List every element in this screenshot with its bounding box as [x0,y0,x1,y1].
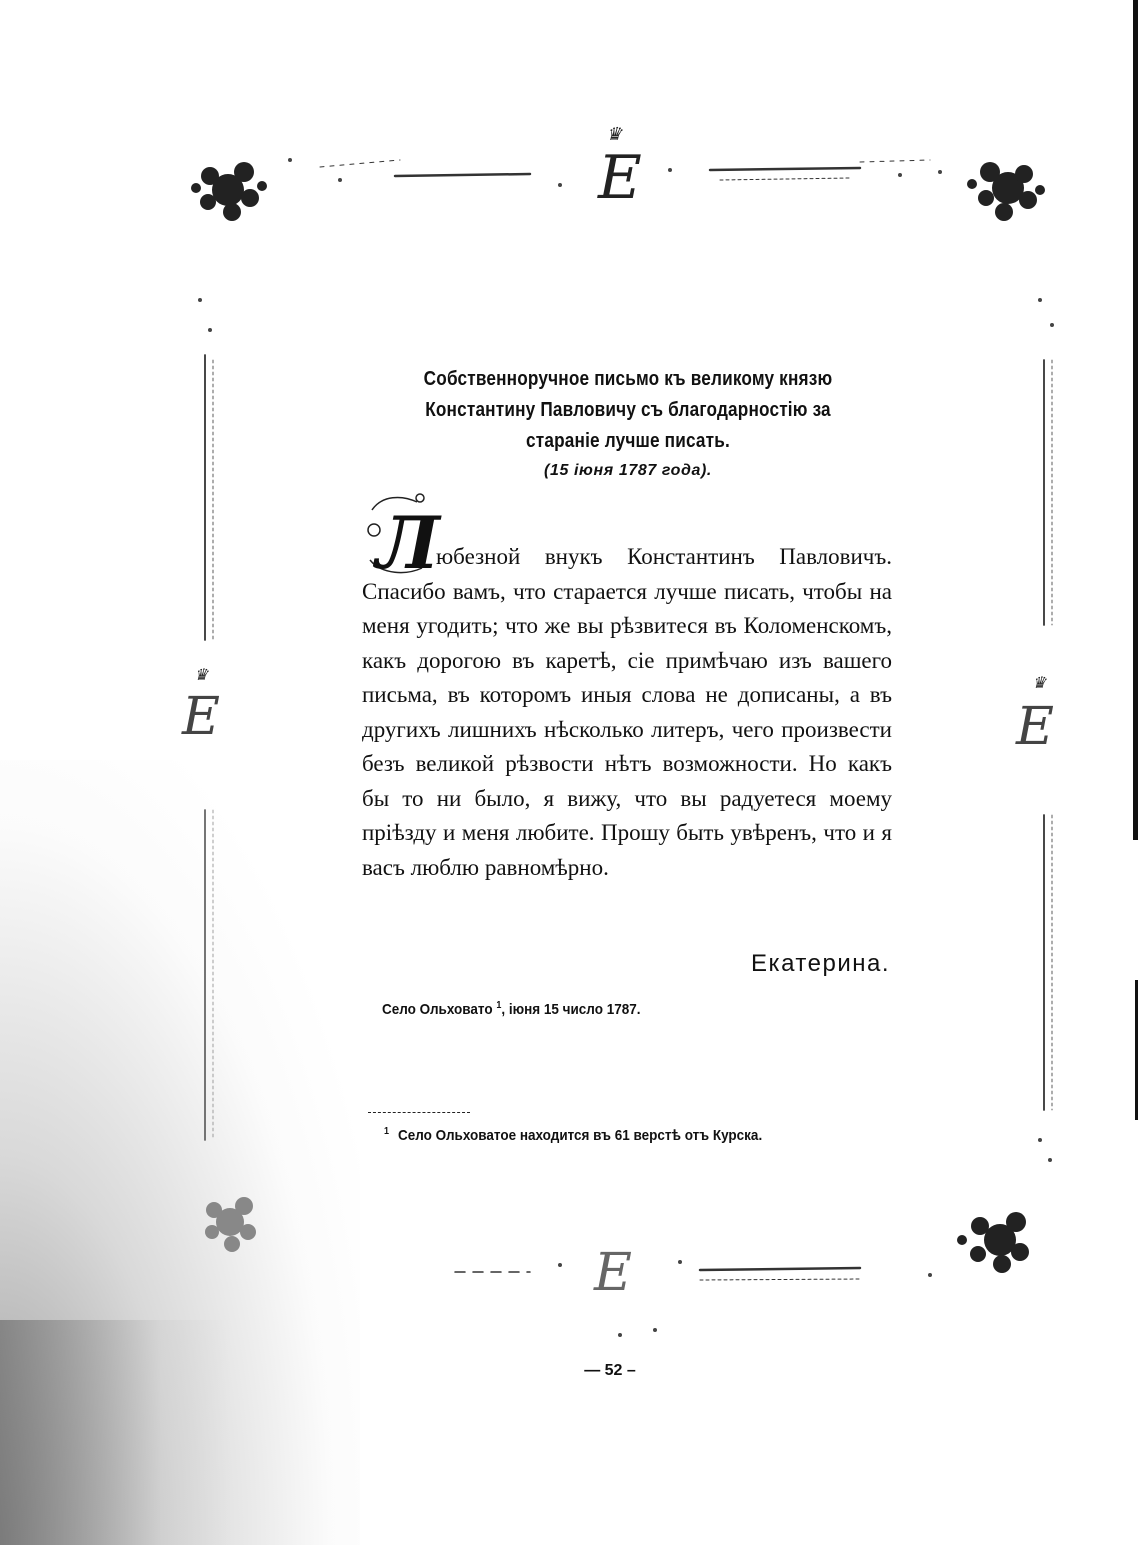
footnote-text: Село Ольховатое находится въ 61 верстѣ отъ Курска. [398,1127,763,1144]
letter-text: юбезной внукъ Константинъ Павловичъ. Спасибо вамъ, что старается лучше писать, чтобы на меня угодить; что же вы рѣзвитеся въ Коломенскомъ, какъ дорогою въ каретѣ, сіе примѣчаю изъ вашего письма, въ которомъ иныя слова не дописаны, а въ другихъ лишнихъ нѣсколько литеръ, чего произвести безъ великой рѣзвости нѣтъ возможности. Но какъ бы то ни было, я вижу, что вы радуетеся моему пріѣзду и меня любите. Прошу быть увѣренъ, что и я васъ люблю равномѣрно. [362,544,892,880]
footnote-mark: 1 [384,1126,390,1137]
corner-bouquet-bottom-left [205,1197,256,1252]
letter-date: (15 іюня 1787 года). [544,462,712,479]
svg-text:♛: ♛ [1032,673,1047,692]
svg-text:Е: Е [594,1243,632,1303]
footnote-rule [368,1112,470,1113]
svg-text:♛: ♛ [606,124,623,145]
svg-text:♛: ♛ [194,665,209,684]
drop-cap-letter: Л [376,500,440,580]
footnote-reference: 1 [496,1000,502,1011]
monogram-left [181,665,220,747]
place-date-text: , іюня 15 число 1787. [501,1001,641,1018]
footnote [384,1126,852,1144]
corner-bouquet-top-right [967,162,1045,221]
corner-bouquet-bottom-right [957,1212,1029,1273]
svg-text:Е: Е [182,687,220,747]
page-number: — 52 – [584,1362,636,1379]
svg-text:Е: Е [598,143,642,213]
monogram-right [1015,673,1054,757]
place-and-date-line [382,1000,832,1018]
letter-body [362,500,892,885]
svg-text:Е: Е [1016,697,1054,757]
place-text: Село Ольховато [382,1001,497,1018]
drop-cap [362,490,440,580]
letter-heading: Собственноручное письмо къ великому князю Константину Павловичу съ благодарностію за стараніе лучше писать. [423,368,833,452]
monogram-top [597,124,642,213]
monogram-bottom [593,1243,632,1303]
corner-bouquet-top-left [191,162,267,221]
signature: Екатерина. [751,950,890,977]
